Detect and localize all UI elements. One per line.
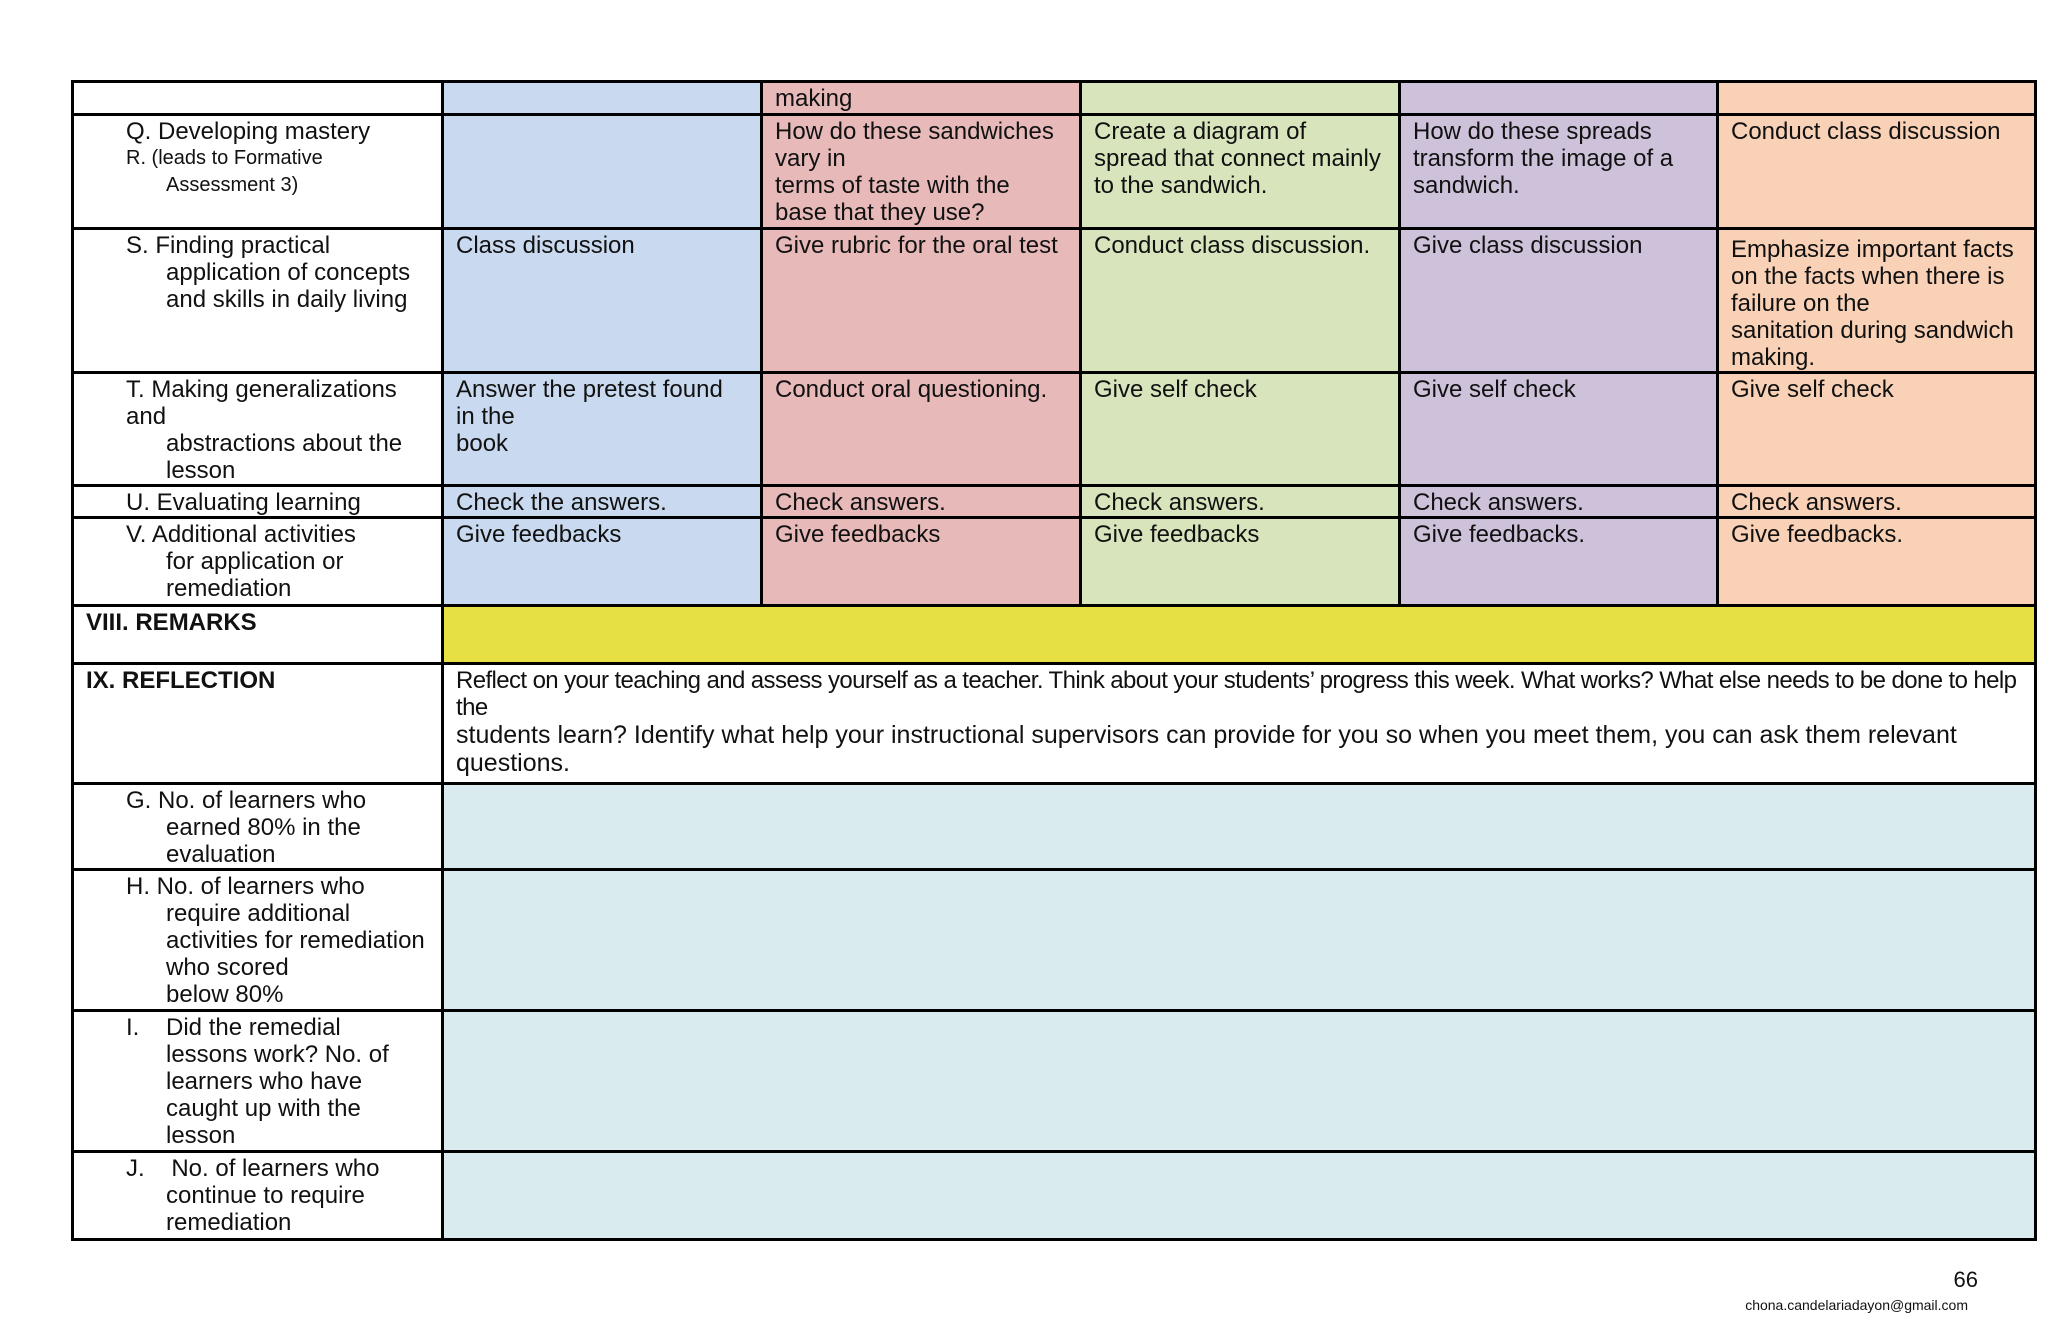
table-row (73, 870, 2036, 1011)
day2-cell: making (762, 82, 1081, 115)
row-label-i (73, 1011, 443, 1152)
day5-cell: Check answers. (1718, 486, 2036, 518)
row-label-v (73, 518, 443, 606)
row-label-h (73, 870, 443, 1011)
day4-cell: How do these spreads transform the image of a sandwich. (1400, 115, 1718, 229)
day1-cell: Give feedbacks (443, 518, 762, 606)
day1-cell: Class discussion (443, 229, 762, 373)
remarks-cell (443, 606, 2036, 664)
learners-count-cell (443, 784, 2036, 870)
day4-cell (1400, 82, 1718, 115)
row-label-text: lessons work? No. of learners who have caught up with the lesson (166, 1041, 389, 1149)
row-label-text: U. Evaluating learning (126, 489, 361, 516)
learners-count-cell (443, 870, 2036, 1011)
row-label-text: V. Additional activities (126, 521, 356, 548)
day3-cell: Create a diagram of spread that connect mainly to the sandwich. (1081, 115, 1400, 229)
row-label-text: require additional activities for remediation who scored below 80% (166, 900, 425, 1008)
row-label-g (73, 784, 443, 870)
section-heading-remarks: VIII. REMARKS (73, 606, 443, 664)
day2-cell: Check answers. (762, 486, 1081, 518)
day1-cell: Answer the pretest found in the book (443, 373, 762, 486)
day3-cell: Give self check (1081, 373, 1400, 486)
reflection-cell (443, 664, 2036, 784)
table-row (73, 1011, 2036, 1152)
table-row (73, 664, 2036, 784)
day5-cell: Give self check (1718, 373, 2036, 486)
table-row (73, 518, 2036, 606)
row-label-text: Q. Developing mastery (126, 118, 371, 145)
row-label-text: I. Did the remedial (126, 1014, 341, 1041)
row-label-text: abstractions about the lesson (166, 430, 403, 484)
day3-cell: Give feedbacks (1081, 518, 1400, 606)
day2-cell: How do these sandwiches vary in terms of taste with the base that they use? (762, 115, 1081, 229)
row-label-text: application of concepts (166, 259, 411, 286)
row-label-text: Assessment 3) (166, 174, 299, 196)
day4-cell: Give feedbacks. (1400, 518, 1718, 606)
reflection-text: students learn? Identify what help your instructional supervisors can provide for you so when you meet them, you can ask them relevant questions. (456, 721, 1957, 777)
row-label-text: T. Making generalizations and (126, 376, 397, 430)
page-number: 66 (1953, 1267, 1978, 1292)
table-row (73, 115, 2036, 229)
day5-cell: Emphasize important facts on the facts when there is failure on the sanitation during sandwich making. (1718, 229, 2036, 373)
day1-cell (443, 82, 762, 115)
day5-cell: Give feedbacks. (1718, 518, 2036, 606)
lesson-plan-table (71, 80, 2037, 1241)
footer-email: chona.candelariadayon@gmail.com (1745, 1297, 1968, 1313)
table-row (73, 784, 2036, 870)
row-label-empty (73, 82, 443, 115)
day2-cell: Give rubric for the oral test (762, 229, 1081, 373)
day5-cell: Conduct class discussion (1718, 115, 2036, 229)
row-label-text: and skills in daily living (166, 286, 408, 313)
row-label-t (73, 373, 443, 486)
row-label-text: G. No. of learners who (126, 787, 367, 814)
day3-cell (1081, 82, 1400, 115)
day2-cell: Give feedbacks (762, 518, 1081, 606)
day4-cell: Give self check (1400, 373, 1718, 486)
day4-cell: Give class discussion (1400, 229, 1718, 373)
reflection-text: Reflect on your teaching and assess yourself as a teacher. Think about your students’ progress this week. What works? What else needs to be done to help the (456, 667, 2017, 721)
day4-cell: Check answers. (1400, 486, 1718, 518)
day1-cell: Check the answers. (443, 486, 762, 518)
row-label-s (73, 229, 443, 373)
table-row (73, 606, 2036, 664)
row-label-text: S. Finding practical (126, 232, 331, 259)
row-label-text: for application or remediation (166, 548, 344, 602)
table-row (73, 1152, 2036, 1240)
row-label-u (73, 486, 443, 518)
table-row (73, 82, 2036, 115)
section-heading-reflection: IX. REFLECTION (73, 664, 443, 784)
day3-cell: Check answers. (1081, 486, 1400, 518)
day2-cell: Conduct oral questioning. (762, 373, 1081, 486)
row-label-text: continue to require remediation (166, 1182, 365, 1236)
row-label-text: H. No. of learners who (126, 873, 365, 900)
learners-count-cell (443, 1152, 2036, 1240)
learners-count-cell (443, 1011, 2036, 1152)
table-row (73, 373, 2036, 486)
row-label-text: earned 80% in the evaluation (166, 814, 361, 868)
day1-cell (443, 115, 762, 229)
row-label-text: J. No. of learners who (126, 1155, 380, 1182)
day3-cell: Conduct class discussion. (1081, 229, 1400, 373)
row-label-q (73, 115, 443, 229)
row-label-j (73, 1152, 443, 1240)
table-row (73, 486, 2036, 518)
day5-cell (1718, 82, 2036, 115)
row-label-text: R. (leads to Formative (126, 147, 323, 169)
table-row (73, 229, 2036, 373)
